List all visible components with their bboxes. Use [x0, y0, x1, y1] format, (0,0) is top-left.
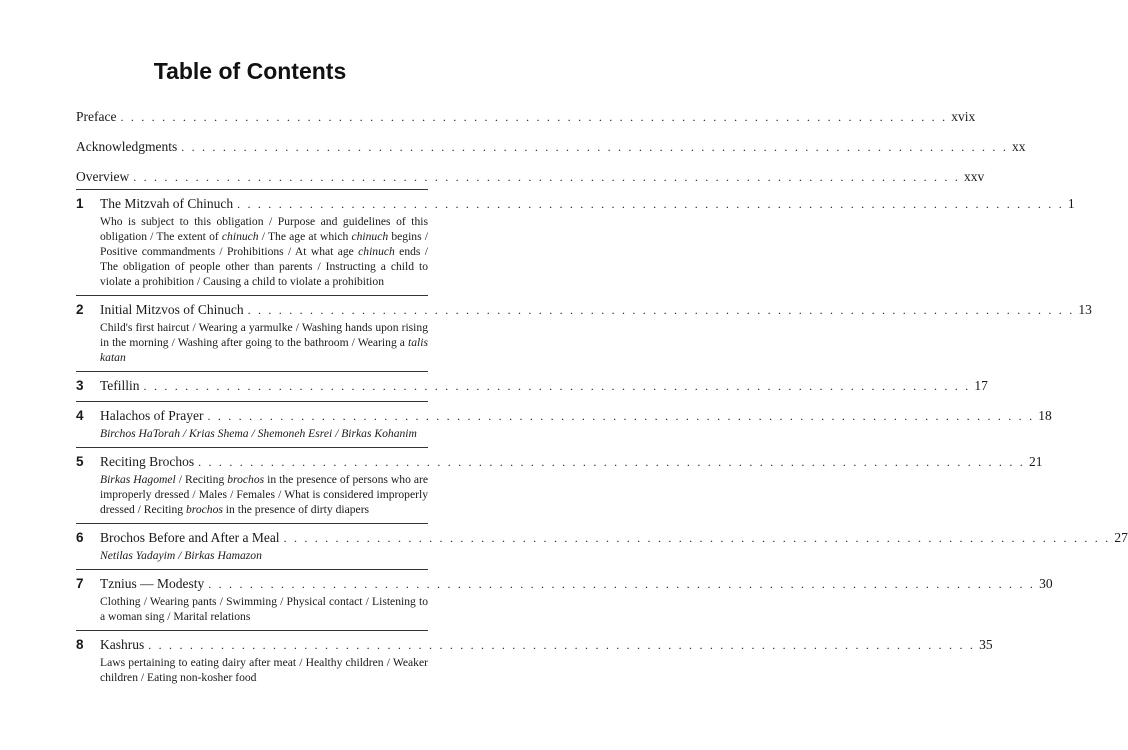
front-matter-page: xxv — [964, 169, 985, 184]
italic-term: Birchos HaTorah / Krias Shema / Shemoneh Esrei / Birkas Kohanim — [100, 427, 417, 440]
description-text: in the presence of dirty diapers — [222, 503, 370, 516]
chapter-entry — [76, 407, 1052, 441]
toc-entry-row — [100, 453, 1043, 471]
chapter-entry — [76, 575, 1053, 624]
chapter-entry — [76, 195, 1075, 289]
toc-entry-row — [100, 529, 1128, 547]
description-text: Laws pertaining to eating dairy after meat / Healthy children / Weaker children / Eating non-kosher food — [100, 656, 428, 684]
chapter-number: 5 — [76, 454, 84, 469]
italic-term: brochos — [185, 503, 223, 516]
toc-entry-row — [100, 636, 993, 654]
front-matter-page: xx — [1012, 139, 1026, 154]
divider — [76, 295, 428, 296]
toc-entry-row — [100, 575, 1053, 593]
chapter-number: 4 — [76, 408, 84, 423]
italic-term: Netilas Yadayim / Birkas Hamazon — [100, 549, 262, 562]
chapter-description — [100, 655, 428, 685]
divider — [76, 371, 428, 372]
front-matter-entry — [76, 108, 976, 126]
chapter-number: 2 — [76, 302, 84, 317]
chapter-title: Brochos Before and After a Meal — [100, 530, 280, 545]
italic-term: talis katan — [100, 336, 428, 364]
dot-leader: . . . . . . . . . . . . . . . . . . . . . . . . . . . . . . . . . . . . . . . . . . . . . . . . . . . . . . . . . . . . . . . . . . . . . . . . . . . . . . . . — [208, 577, 1036, 591]
dot-leader: . . . . . . . . . . . . . . . . . . . . . . . . . . . . . . . . . . . . . . . . . . . . . . . . . . . . . . . . . . . . . . . . . . . . . . . . . . . . . . . . — [247, 303, 1075, 317]
divider — [76, 401, 428, 402]
front-matter-title: Acknowledgments — [76, 139, 178, 154]
description-text: begins / Positive commandments / Prohibitions / At what age — [100, 230, 429, 258]
dot-leader: . . . . . . . . . . . . . . . . . . . . . . . . . . . . . . . . . . . . . . . . . . . . . . . . . . . . . . . . . . . . . . . . . . . . . . . . . . . . . . . . — [143, 379, 971, 393]
chapter-entry — [76, 377, 988, 395]
dot-leader: . . . . . . . . . . . . . . . . . . . . . . . . . . . . . . . . . . . . . . . . . . . . . . . . . . . . . . . . . . . . . . . . . . . . . . . . . . . . . . . . — [207, 409, 1035, 423]
chapter-page: 35 — [979, 637, 993, 652]
divider — [76, 523, 428, 524]
chapter-number: 1 — [76, 196, 84, 211]
chapter-entry — [76, 453, 1043, 517]
italic-term: chinuch — [358, 245, 395, 258]
chapter-page: 21 — [1028, 454, 1043, 469]
divider — [76, 630, 428, 631]
toc-entry-row — [100, 301, 1092, 319]
chapter-title: Kashrus — [100, 637, 145, 652]
page-title: Table of Contents — [153, 58, 347, 84]
chapter-page: 27 — [1114, 530, 1128, 545]
description-text: / Reciting — [175, 473, 228, 486]
toc-entry-row — [76, 168, 985, 186]
divider — [76, 189, 428, 190]
divider — [76, 447, 428, 448]
italic-term: chinuch — [221, 230, 259, 243]
dot-leader: . . . . . . . . . . . . . . . . . . . . . . . . . . . . . . . . . . . . . . . . . . . . . . . . . . . . . . . . . . . . . . . . . . . . . . . . . . . . . . . . — [148, 638, 976, 652]
chapter-title: Initial Mitzvos of Chinuch — [100, 302, 244, 317]
chapter-description — [100, 214, 428, 289]
chapter-entry — [76, 301, 1092, 365]
italic-term: Birkas Hagomel — [100, 473, 176, 486]
chapter-description — [100, 472, 428, 517]
chapter-title: Tefillin — [100, 378, 140, 393]
italic-term: brochos — [227, 473, 265, 486]
dot-leader: . . . . . . . . . . . . . . . . . . . . . . . . . . . . . . . . . . . . . . . . . . . . . . . . . . . . . . . . . . . . . . . . . . . . . . . . . . . . . . . . — [237, 197, 1064, 211]
chapter-description — [100, 548, 428, 563]
dot-leader: . . . . . . . . . . . . . . . . . . . . . . . . . . . . . . . . . . . . . . . . . . . . . . . . . . . . . . . . . . . . . . . . . . . . . . . . . . . . . . . . — [283, 531, 1111, 545]
dot-leader: . . . . . . . . . . . . . . . . . . . . . . . . . . . . . . . . . . . . . . . . . . . . . . . . . . . . . . . . . . . . . . . . . . . . . . . . . . . . . . . . — [181, 140, 1009, 154]
front-matter-page: xvix — [951, 109, 976, 124]
front-matter-entry — [76, 138, 1026, 156]
chapter-title: Tznius — Modesty — [100, 576, 205, 591]
chapter-page: 30 — [1039, 576, 1053, 591]
dot-leader: . . . . . . . . . . . . . . . . . . . . . . . . . . . . . . . . . . . . . . . . . . . . . . . . . . . . . . . . . . . . . . . . . . . . . . . . . . . . . . . . — [133, 170, 961, 184]
chapter-page: 17 — [974, 378, 988, 393]
chapter-title: Halachos of Prayer — [100, 408, 204, 423]
chapter-number: 3 — [76, 378, 84, 393]
toc-entry-row — [76, 138, 1026, 156]
chapter-number: 8 — [76, 637, 84, 652]
chapter-description — [100, 426, 428, 441]
toc-entry-row — [100, 377, 988, 395]
toc-entry-row — [76, 108, 976, 126]
chapter-title: The Mitzvah of Chinuch — [100, 196, 234, 211]
front-matter-title: Overview — [76, 169, 130, 184]
table-of-contents — [76, 108, 1128, 697]
chapter-entry — [76, 636, 993, 685]
chapter-title: Reciting Brochos — [100, 454, 195, 469]
chapter-number: 7 — [76, 576, 84, 591]
chapter-description — [100, 320, 428, 365]
chapter-page: 13 — [1078, 302, 1092, 317]
divider — [76, 569, 428, 570]
description-text: Child's first haircut / Wearing a yarmulke / Washing hands upon rising in the morning / Washing after going to the bathroom / Wearing a — [100, 321, 428, 349]
italic-term: chinuch — [351, 230, 389, 243]
description-text: ends / The obligation of people other than parents / Instructing a child to violate a prohibition / Causing a child to violate a prohibition — [100, 245, 428, 288]
chapter-description — [100, 594, 428, 624]
chapter-number: 6 — [76, 530, 84, 545]
description-text: Who is subject to this obligation / Purpose and guidelines of this obligation / The extent of — [100, 215, 428, 243]
description-text: in the presence of persons who are improperly dressed / Males / Females / What is considered improperly dressed / Reciting — [100, 473, 429, 516]
toc-entry-row — [100, 195, 1075, 213]
description-text: / The age at which — [258, 230, 352, 243]
chapter-entry — [76, 529, 1128, 563]
toc-entry-row — [100, 407, 1052, 425]
front-matter-entry — [76, 168, 985, 186]
dot-leader: . . . . . . . . . . . . . . . . . . . . . . . . . . . . . . . . . . . . . . . . . . . . . . . . . . . . . . . . . . . . . . . . . . . . . . . . . . . . . . . . — [198, 455, 1025, 469]
dot-leader: . . . . . . . . . . . . . . . . . . . . . . . . . . . . . . . . . . . . . . . . . . . . . . . . . . . . . . . . . . . . . . . . . . . . . . . . . . . . . . . . — [120, 110, 948, 124]
front-matter-title: Preface — [76, 109, 117, 124]
description-text: Clothing / Wearing pants / Swimming / Physical contact / Listening to a woman sing / Marital relations — [100, 595, 428, 623]
chapter-page: 18 — [1038, 408, 1052, 423]
chapter-page: 1 — [1067, 196, 1075, 211]
